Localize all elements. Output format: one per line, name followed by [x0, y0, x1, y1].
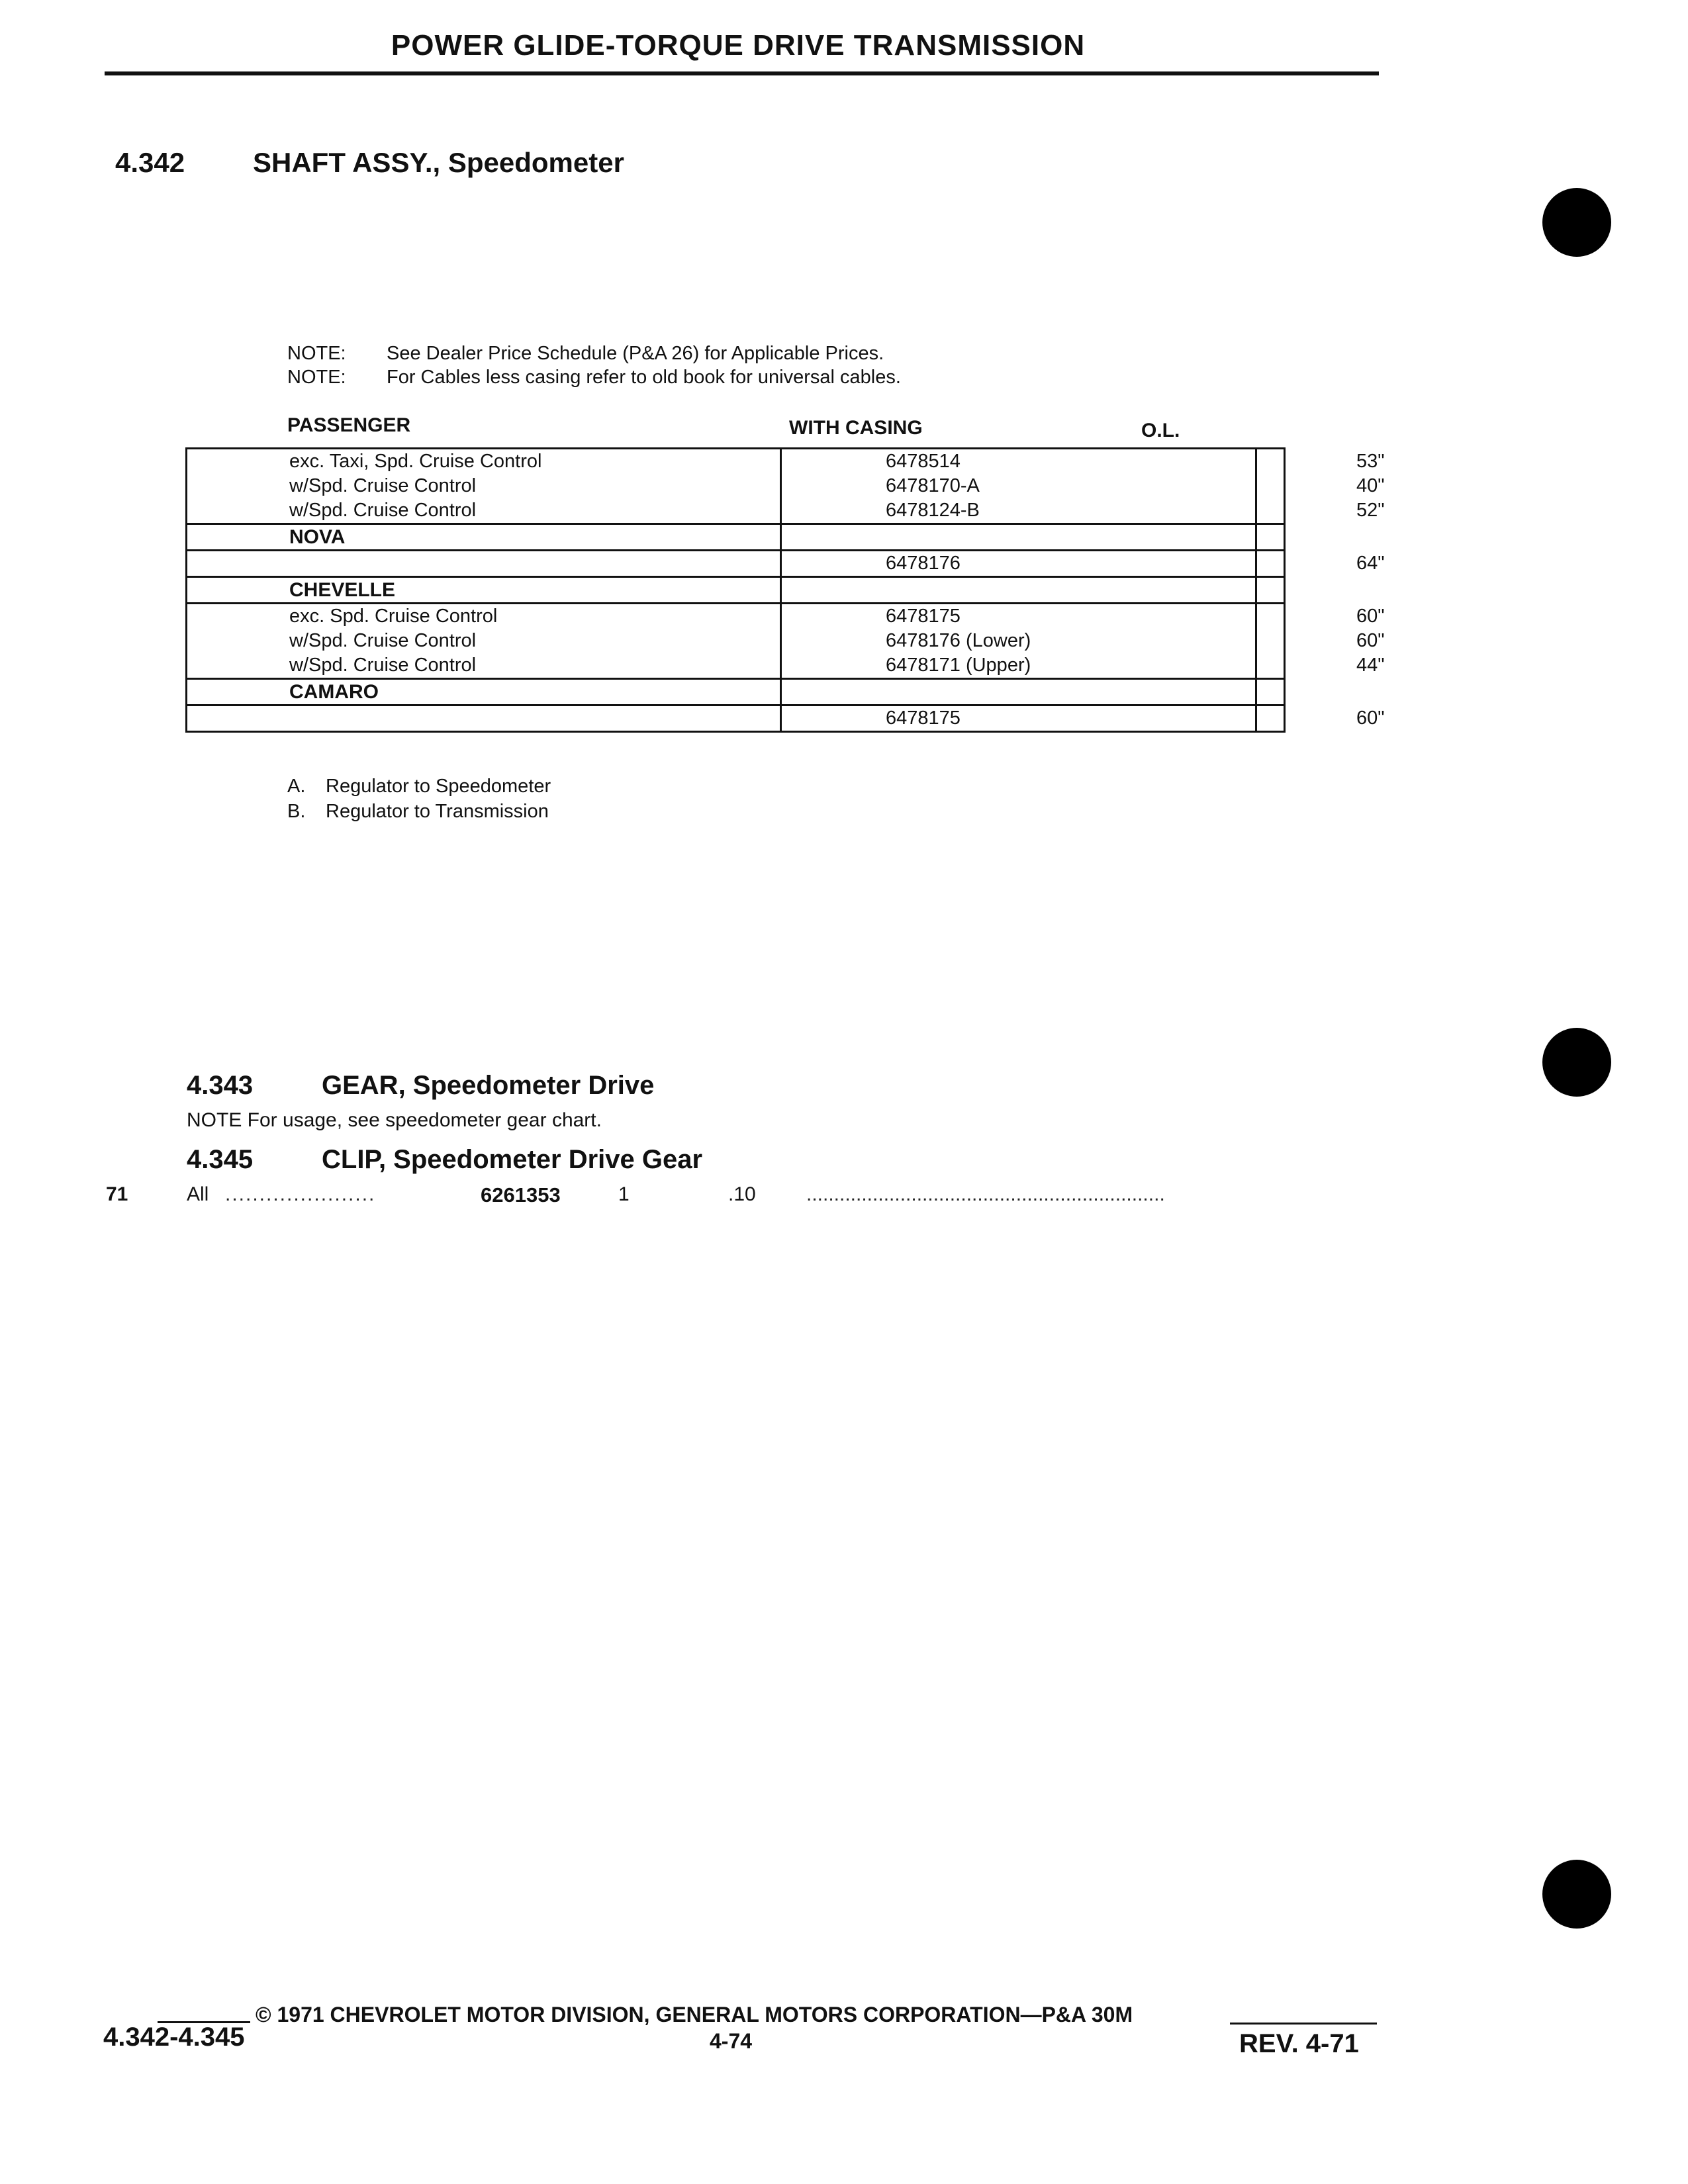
- footnote-letter: A.: [287, 776, 306, 797]
- table-cell-empty: [187, 705, 781, 732]
- table-cell-part: [781, 551, 1256, 577]
- entry-year: 71: [106, 1183, 128, 1205]
- table-cell-part: [781, 449, 1256, 524]
- table-row-chevelle-label: [187, 577, 1285, 604]
- column-header-passenger: PASSENGER: [287, 414, 411, 436]
- entry-leader-dots: ......................: [225, 1183, 376, 1205]
- part-number: 6478176 (Lower): [886, 630, 1031, 651]
- table-row-passenger: [187, 449, 1285, 524]
- part-number: 6478514: [886, 451, 961, 472]
- footnote: [287, 776, 551, 797]
- footnote-text: Regulator to Transmission: [326, 801, 549, 822]
- section-4343-number: 4.343: [187, 1071, 254, 1100]
- footnote-text: Regulator to Speedometer: [326, 776, 551, 797]
- part-number: 6478175: [886, 707, 961, 729]
- table-cell-empty: [781, 524, 1256, 551]
- part-number: 6478176: [886, 553, 961, 574]
- table-row-chevelle: [187, 604, 1285, 679]
- category-label: CHEVELLE: [289, 579, 396, 601]
- part-number: 6478171 (Upper): [886, 655, 1031, 676]
- binder-hole-bottom: [1542, 1860, 1611, 1929]
- table-cell-length: 53" 40" 52": [1256, 449, 1285, 524]
- application-text: w/Spd. Cruise Control: [289, 655, 477, 676]
- entry-trailing-dots: .................................................................: [806, 1183, 1165, 1205]
- application-text: exc. Taxi, Spd. Cruise Control: [289, 451, 542, 472]
- note-row: [287, 367, 901, 388]
- column-header-ol: O.L.: [1141, 420, 1180, 441]
- table-cell-empty: [187, 551, 781, 577]
- table-cell-empty: [781, 679, 1256, 705]
- part-number: 6478175: [886, 606, 961, 627]
- table-row-nova: [187, 551, 1285, 577]
- category-label: NOVA: [289, 526, 346, 548]
- entry-application: All: [187, 1183, 209, 1205]
- table-cell-empty: [781, 577, 1256, 604]
- table-cell-application: [187, 604, 781, 679]
- application-text: exc. Spd. Cruise Control: [289, 606, 498, 627]
- binder-hole-middle: [1542, 1028, 1611, 1097]
- footnote: [287, 801, 549, 823]
- application-text: w/Spd. Cruise Control: [289, 500, 477, 521]
- table-row-camaro-label: [187, 679, 1285, 705]
- table-cell-length: 64": [1256, 551, 1285, 577]
- footer-copyright: © 1971 CHEVROLET MOTOR DIVISION, GENERAL MOTORS CORPORATION—P&A 30M: [256, 2003, 1133, 2026]
- entry-price: .10: [728, 1183, 756, 1205]
- entry-part-number: 6261353: [481, 1183, 561, 1206]
- part-number: 6478170-A: [886, 475, 980, 496]
- footer-rule-right: [1230, 2023, 1377, 2025]
- section-4345-title: CLIP, Speedometer Drive Gear: [322, 1145, 703, 1174]
- category-label: CAMARO: [289, 681, 379, 703]
- table-cell-part: [781, 604, 1256, 679]
- table-cell-category: [187, 524, 781, 551]
- note-text: See Dealer Price Schedule (P&A 26) for Applicable Prices.: [387, 343, 884, 364]
- table-cell-length: 60" 60" 44": [1256, 604, 1285, 679]
- note-label: NOTE:: [287, 343, 346, 364]
- table-cell-empty: [1256, 577, 1285, 604]
- column-header-with-casing: WITH CASING: [789, 417, 923, 439]
- note-row: [287, 343, 884, 365]
- table-cell-part: [781, 705, 1256, 732]
- table-cell-empty: [1256, 524, 1285, 551]
- page-title: POWER GLIDE-TORQUE DRIVE TRANSMISSION: [391, 29, 1086, 62]
- table-cell-application: [187, 449, 781, 524]
- application-text: w/Spd. Cruise Control: [289, 475, 477, 496]
- table-row-camaro: [187, 705, 1285, 732]
- parts-table: [185, 447, 1385, 733]
- footer-section-range: 4.342-4.345: [103, 2023, 245, 2052]
- footer-page-number: 4-74: [710, 2029, 753, 2053]
- section-4342-number: 4.342: [115, 147, 185, 178]
- note-text: For Cables less casing refer to old book for universal cables.: [387, 367, 901, 388]
- section-4342-title: SHAFT ASSY., Speedometer: [253, 147, 624, 178]
- application-text: w/Spd. Cruise Control: [289, 630, 477, 651]
- table-cell-empty: [1256, 679, 1285, 705]
- note-label: NOTE:: [287, 367, 346, 388]
- footnote-letter: B.: [287, 801, 306, 822]
- entry-quantity: 1: [618, 1183, 630, 1205]
- section-4343-title: GEAR, Speedometer Drive: [322, 1071, 655, 1100]
- table-cell-category: [187, 577, 781, 604]
- binder-hole-top: [1542, 188, 1611, 257]
- part-number: 6478124-B: [886, 500, 980, 521]
- table-cell-category: [187, 679, 781, 705]
- table-row-nova-label: [187, 524, 1285, 551]
- section-4345-number: 4.345: [187, 1145, 254, 1174]
- table-cell-length: 60": [1256, 705, 1285, 732]
- footer-revision: REV. 4-71: [1239, 2029, 1359, 2058]
- header-rule: [105, 71, 1379, 75]
- section-4343-note: NOTE For usage, see speedometer gear chart.: [187, 1109, 602, 1131]
